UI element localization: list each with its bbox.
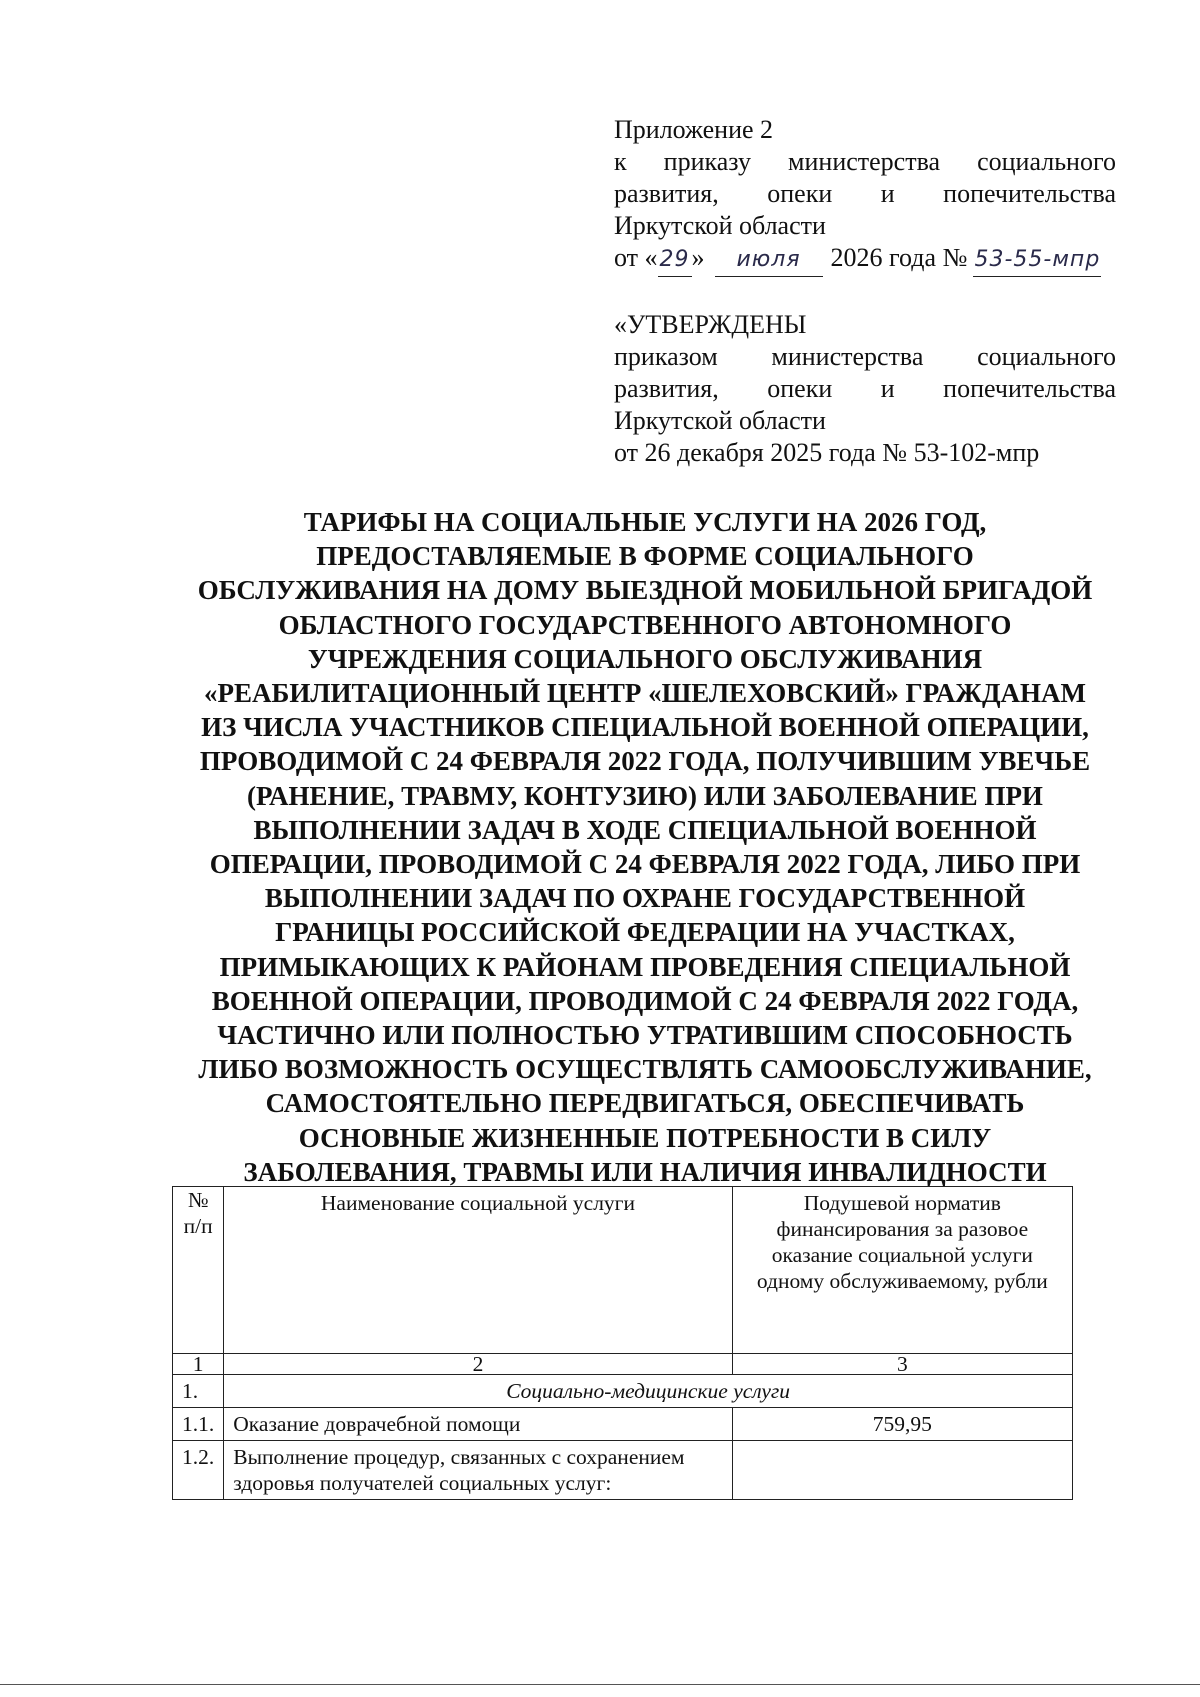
table-row: [173, 1441, 1073, 1500]
row-rate: 759,95: [732, 1408, 1072, 1441]
date-prefix: от «: [614, 243, 658, 272]
title-line: ОБЛАСТНОГО ГОСУДАРСТВЕННОГО АВТОНОМНОГО: [278, 609, 1012, 640]
section-row: [173, 1375, 1073, 1408]
document-title: [170, 505, 1120, 1189]
appendix-block: [614, 114, 1116, 469]
title-line: ПРИМЫКАЮЩИХ К РАЙОНАМ ПРОВЕДЕНИЯ СПЕЦИАЛЬНОЙ: [219, 951, 1071, 982]
title-line: ОБСЛУЖИВАНИЯ НА ДОМУ ВЫЕЗДНОЙ МОБИЛЬНОЙ БРИГАДОЙ: [197, 575, 1093, 606]
title-line: ГРАНИЦЫ РОССИЙСКОЙ ФЕДЕРАЦИИ НА УЧАСТКАХ,: [275, 917, 1015, 948]
handwritten-order-number: 53-55-мпр: [973, 244, 1101, 277]
page-bottom-edge: [0, 1684, 1200, 1685]
title-line: ТАРИФЫ НА СОЦИАЛЬНЫЕ УСЛУГИ НА 2026 ГОД,: [303, 507, 987, 537]
approved-heading: «УТВЕРЖДЕНЫ: [614, 310, 807, 339]
index-cell-3: 3: [732, 1354, 1072, 1375]
table-row: [173, 1408, 1073, 1441]
appendix-ministry: развития, опеки и попечительства: [614, 179, 1116, 208]
title-line: ИЗ ЧИСЛА УЧАСТНИКОВ СПЕЦИАЛЬНОЙ ВОЕННОЙ ОПЕРАЦИИ,: [201, 712, 1089, 743]
header-number: № п/п: [173, 1187, 224, 1354]
title-line: ОПЕРАЦИИ, ПРОВОДИМОЙ С 24 ФЕВРАЛЯ 2022 ГОДА, ЛИБО ПРИ: [209, 849, 1081, 880]
header-service-name: Наименование социальной услуги: [224, 1187, 732, 1354]
title-line: ЧАСТИЧНО ИЛИ ПОЛНОСТЬЮ УТРАТИВШИМ СПОСОБНОСТЬ: [217, 1020, 1073, 1051]
title-line: САМОСТОЯТЕЛЬНО ПЕРЕДВИГАТЬСЯ, ОБЕСПЕЧИВАТЬ: [265, 1088, 1025, 1119]
tariffs-table: [172, 1186, 1073, 1500]
row-service-name: Оказание доврачебной помощи: [224, 1408, 732, 1441]
header-rate: Подушевой норматив финансирования за разовое оказание социальной услуги одному обслуживаемому, рубли: [732, 1187, 1072, 1354]
date-year: 2026 года №: [830, 243, 968, 272]
row-number: 1.1.: [173, 1408, 224, 1441]
title-line: ПРОВОДИМОЙ С 24 ФЕВРАЛЯ 2022 ГОДА, ПОЛУЧИВШИМ УВЕЧЬЕ: [199, 746, 1091, 777]
title-line: «РЕАБИЛИТАЦИОННЫЙ ЦЕНТР «ШЕЛЕХОВСКИЙ» ГРАЖДАНАМ: [203, 678, 1087, 709]
title-line: (РАНЕНИЕ, ТРАВМУ, КОНТУЗИЮ) ИЛИ ЗАБОЛЕВАНИЕ ПРИ: [247, 780, 1043, 811]
approved-region: Иркутской области: [614, 406, 826, 435]
date-mid: »: [691, 243, 705, 272]
appendix-heading: Приложение 2: [614, 115, 774, 144]
title-line: ЛИБО ВОЗМОЖНОСТЬ ОСУЩЕСТВЛЯТЬ САМООБСЛУЖИВАНИЕ,: [198, 1054, 1092, 1085]
row-rate: [732, 1441, 1072, 1500]
title-line: ПРЕДОСТАВЛЯЕМЫЕ В ФОРМЕ СОЦИАЛЬНОГО: [316, 541, 974, 572]
title-line: ВЫПОЛНЕНИИ ЗАДАЧ В ХОДЕ СПЕЦИАЛЬНОЙ ВОЕННОЙ: [253, 814, 1037, 845]
section-number: 1.: [173, 1375, 224, 1408]
approved-ministry: развития, опеки и попечительства: [614, 374, 1116, 403]
index-cell-1: 1: [173, 1354, 224, 1375]
row-number: 1.2.: [173, 1441, 224, 1500]
approved-date: от 26 декабря 2025 года № 53-102-мпр: [614, 438, 1040, 467]
title-line: ВОЕННОЙ ОПЕРАЦИИ, ПРОВОДИМОЙ С 24 ФЕВРАЛЯ 2022 ГОДА,: [211, 985, 1079, 1016]
title-line: ОСНОВНЫЕ ЖИЗНЕННЫЕ ПОТРЕБНОСТИ В СИЛУ: [298, 1122, 992, 1153]
appendix-date-line: [614, 242, 1116, 277]
approved-order-ref: приказом министерства социального: [614, 342, 1116, 371]
handwritten-day: 29: [658, 244, 692, 277]
appendix-order-ref: к приказу министерства социального: [614, 147, 1116, 176]
table-header-row: [173, 1187, 1073, 1354]
table-index-row: [173, 1354, 1073, 1375]
title-line: УЧРЕЖДЕНИЯ СОЦИАЛЬНОГО ОБСЛУЖИВАНИЯ: [307, 643, 983, 674]
appendix-region: Иркутской области: [614, 211, 826, 240]
title-line: ВЫПОЛНЕНИИ ЗАДАЧ ПО ОХРАНЕ ГОСУДАРСТВЕННОЙ: [264, 883, 1026, 914]
handwritten-month: июля: [715, 244, 823, 277]
title-line: ЗАБОЛЕВАНИЯ, ТРАВМЫ ИЛИ НАЛИЧИЯ ИНВАЛИДНОСТИ: [243, 1156, 1047, 1187]
index-cell-2: 2: [224, 1354, 732, 1375]
row-service-name: Выполнение процедур, связанных с сохранением здоровья получателей социальных услуг:: [224, 1441, 732, 1500]
section-title: Социально-медицинские услуги: [224, 1375, 1073, 1408]
